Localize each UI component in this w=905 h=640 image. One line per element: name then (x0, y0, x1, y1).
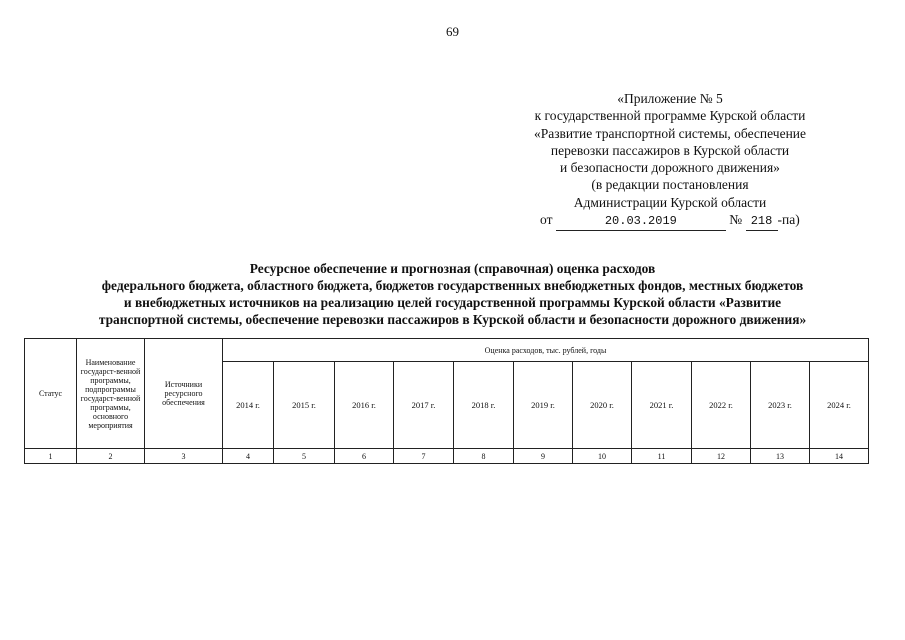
decree-number-label: № (729, 212, 743, 228)
resource-table (24, 338, 869, 464)
column-number: 12 (692, 449, 751, 464)
status-header: Статус (25, 339, 77, 449)
column-number: 4 (223, 449, 274, 464)
title-line-1: Ресурсное обеспечение и прогнозная (справочная) оценка расходов (249, 261, 656, 276)
decree-suffix: -па) (777, 212, 800, 228)
estimate-header: Оценка расходов, тыс. рублей, годы (223, 339, 869, 362)
column-number: 6 (335, 449, 394, 464)
year-header: 2015 г. (274, 362, 335, 449)
source-header: Источники ресурсного обеспечения (145, 339, 223, 449)
year-header: 2016 г. (335, 362, 394, 449)
column-number: 9 (514, 449, 573, 464)
title-line-3: и внебюджетных источников на реализацию целей государственной программы Курской области «Развитие (123, 295, 782, 310)
column-number: 2 (77, 449, 145, 464)
column-number: 3 (145, 449, 223, 464)
column-number: 13 (751, 449, 810, 464)
column-number: 11 (632, 449, 692, 464)
appendix-revision-2: Администрации Курской области (573, 194, 767, 210)
year-header: 2019 г. (514, 362, 573, 449)
decree-number: 218 (746, 213, 778, 231)
column-number: 14 (810, 449, 869, 464)
year-header: 2022 г. (692, 362, 751, 449)
year-header: 2021 г. (632, 362, 692, 449)
decree-from-label: от (540, 212, 553, 228)
document-title (20, 260, 885, 328)
year-header: 2017 г. (394, 362, 454, 449)
program-name-header: Наименование государст-венной программы, подпрограммы государст-венной программы, основного мероприятия (77, 339, 145, 449)
column-number: 8 (454, 449, 514, 464)
column-number: 5 (274, 449, 335, 464)
year-header: 2014 г. (223, 362, 274, 449)
appendix-revision-1: (в редакции постановления (591, 177, 749, 193)
appendix-header (500, 90, 840, 231)
column-number: 7 (394, 449, 454, 464)
title-line-2: федерального бюджета, областного бюджета, бюджетов государственных внебюджетных фондов, местных бюджетов (101, 278, 804, 293)
appendix-program-name-1: «Развитие транспортной системы, обеспечение (533, 125, 807, 141)
year-header: 2020 г. (573, 362, 632, 449)
appendix-program-ref: к государственной программе Курской области (534, 108, 806, 124)
decree-line (500, 211, 840, 231)
appendix-program-name-2: перевозки пассажиров в Курской области (550, 142, 790, 158)
title-line-4: транспортной системы, обеспечение перевозки пассажиров в Курской области и безопасности дорожного движения» (98, 312, 807, 327)
decree-date: 20.03.2019 (556, 213, 726, 231)
year-header: 2018 г. (454, 362, 514, 449)
page-number: 69 (446, 24, 459, 39)
column-number: 1 (25, 449, 77, 464)
column-number: 10 (573, 449, 632, 464)
year-header: 2024 г. (810, 362, 869, 449)
year-header: 2023 г. (751, 362, 810, 449)
appendix-program-name-3: и безопасности дорожного движения» (560, 160, 780, 176)
appendix-title: «Приложение № 5 (617, 91, 723, 106)
